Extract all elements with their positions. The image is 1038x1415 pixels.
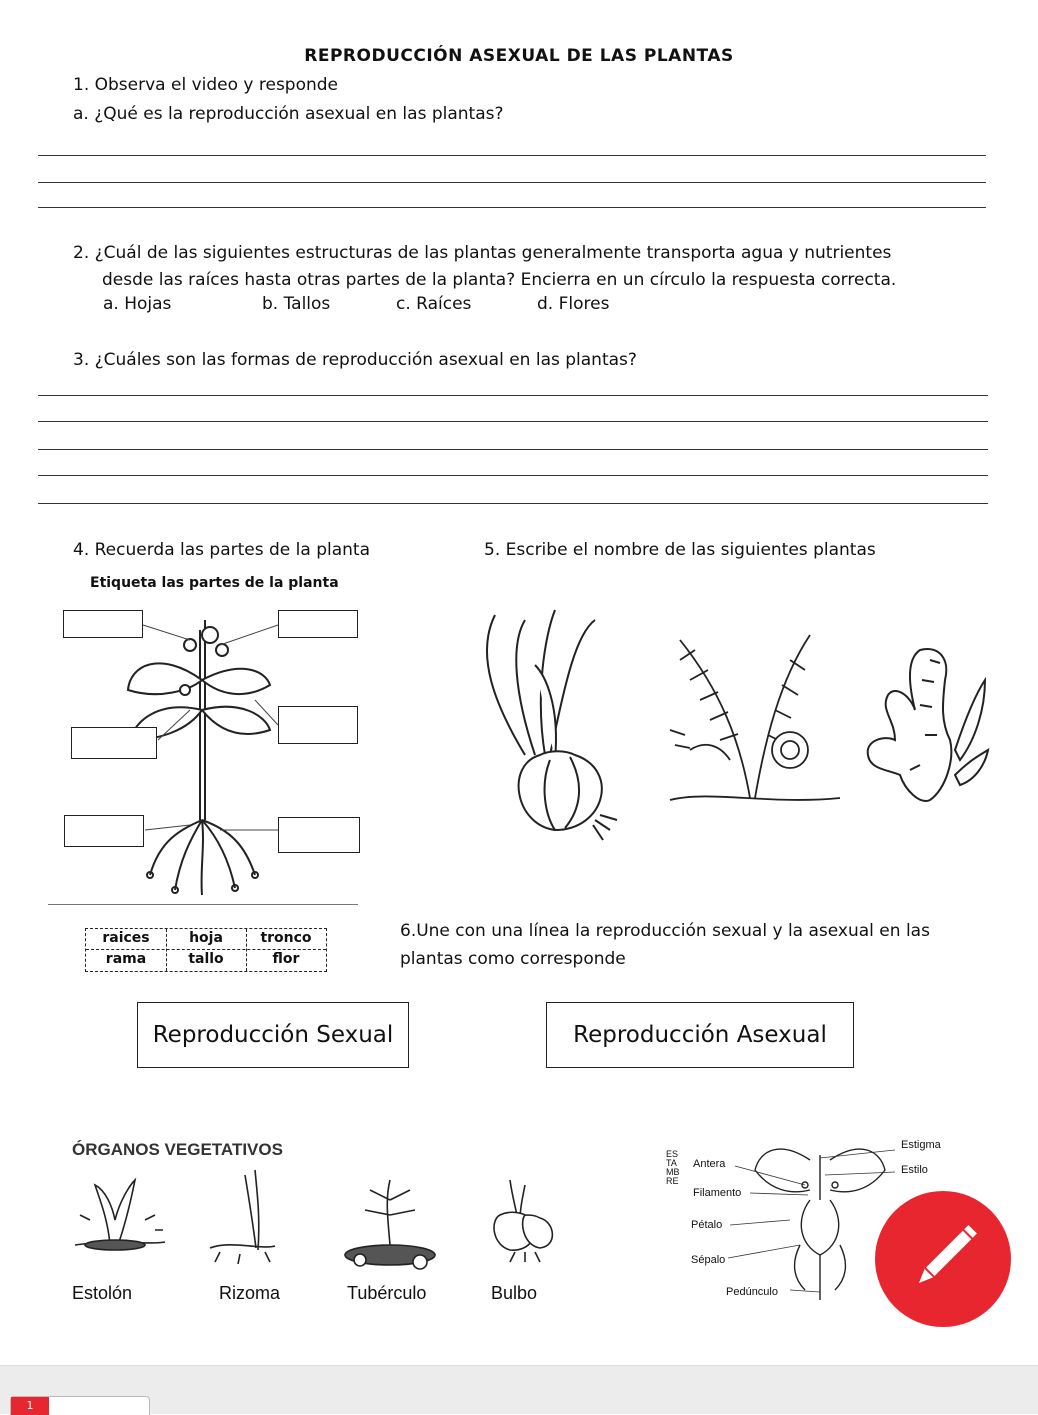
fern-plant-image bbox=[650, 630, 850, 820]
label-antera: Antera bbox=[693, 1158, 726, 1170]
question-6-line1: 6.Une con una línea la reproducción sexual y la asexual en las bbox=[400, 921, 930, 941]
question-2-line1: 2. ¿Cuál de las siguientes estructuras de las plantas generalmente transporta agua y nutrientes bbox=[73, 243, 892, 263]
question-6-line2: plantas como corresponde bbox=[400, 949, 626, 969]
question-5: 5. Escribe el nombre de las siguientes plantas bbox=[484, 540, 876, 560]
answer-line bbox=[38, 449, 988, 450]
divider bbox=[48, 904, 358, 905]
page-tab[interactable] bbox=[10, 1396, 150, 1415]
question-3: 3. ¿Cuáles son las formas de reproducción asexual en las plantas? bbox=[73, 350, 637, 370]
label-petalo: Pétalo bbox=[691, 1219, 723, 1231]
box-reproduccion-sexual[interactable]: Reproducción Sexual bbox=[137, 1002, 409, 1068]
label-rizoma: Rizoma bbox=[219, 1283, 281, 1303]
label-box[interactable] bbox=[71, 727, 157, 759]
edit-button[interactable] bbox=[875, 1191, 1011, 1327]
ginger-plant-image bbox=[860, 640, 990, 810]
word-bank bbox=[85, 928, 327, 972]
label-sepalo: Sépalo bbox=[691, 1254, 726, 1266]
organs-title: ÓRGANOS VEGETATIVOS bbox=[72, 1140, 283, 1159]
word-hoja: hoja bbox=[189, 930, 223, 946]
label-estilo: Estilo bbox=[901, 1164, 928, 1176]
label-estambre: ESTAMBRE bbox=[666, 1149, 680, 1186]
question-4: 4. Recuerda las partes de la planta bbox=[73, 540, 370, 560]
onion-plant-image bbox=[455, 595, 630, 845]
word-tronco: tronco bbox=[260, 930, 312, 946]
page-title: REPRODUCCIÓN ASEXUAL DE LAS PLANTAS bbox=[304, 46, 734, 66]
label-box[interactable] bbox=[63, 610, 143, 638]
label-box[interactable] bbox=[278, 610, 358, 638]
option-hojas[interactable]: a. Hojas bbox=[103, 294, 172, 314]
organs-illustration bbox=[70, 1160, 560, 1280]
answer-line bbox=[38, 395, 988, 396]
answer-line bbox=[38, 421, 988, 422]
answer-line bbox=[38, 182, 986, 183]
option-flores[interactable]: d. Flores bbox=[537, 294, 610, 314]
page-number: 1 bbox=[11, 1397, 49, 1415]
label-bulbo: Bulbo bbox=[491, 1283, 538, 1303]
page-footer-bar bbox=[0, 1365, 1038, 1414]
label-estigma: Estigma bbox=[901, 1139, 941, 1151]
answer-line bbox=[38, 475, 988, 476]
answer-line bbox=[38, 155, 986, 156]
label-box[interactable] bbox=[278, 817, 360, 853]
question-1a: a. ¿Qué es la reproducción asexual en las plantas? bbox=[73, 104, 504, 124]
label-box[interactable] bbox=[278, 706, 358, 744]
question-1: 1. Observa el video y responde bbox=[73, 75, 339, 95]
label-estolon: Estolón bbox=[72, 1283, 133, 1303]
word-tallo: tallo bbox=[188, 951, 224, 967]
word-rama: rama bbox=[105, 951, 147, 967]
option-raices[interactable]: c. Raíces bbox=[396, 294, 472, 314]
label-tuberculo: Tubérculo bbox=[347, 1283, 427, 1303]
pencil-icon bbox=[875, 1191, 1011, 1327]
word-raices: raices bbox=[102, 930, 150, 946]
answer-line bbox=[38, 503, 988, 504]
answer-line bbox=[38, 207, 986, 208]
label-box[interactable] bbox=[64, 815, 144, 847]
diagram-title: Etiqueta las partes de la planta bbox=[90, 575, 339, 591]
question-2-line2: desde las raíces hasta otras partes de la planta? Encierra en un círculo la respuesta correcta. bbox=[102, 270, 897, 290]
option-tallos[interactable]: b. Tallos bbox=[262, 294, 331, 314]
box-reproduccion-asexual[interactable]: Reproducción Asexual bbox=[546, 1002, 854, 1068]
label-filamento: Filamento bbox=[693, 1187, 742, 1199]
label-pedunculo: Pedúnculo bbox=[726, 1286, 778, 1298]
word-flor: flor bbox=[272, 951, 300, 967]
